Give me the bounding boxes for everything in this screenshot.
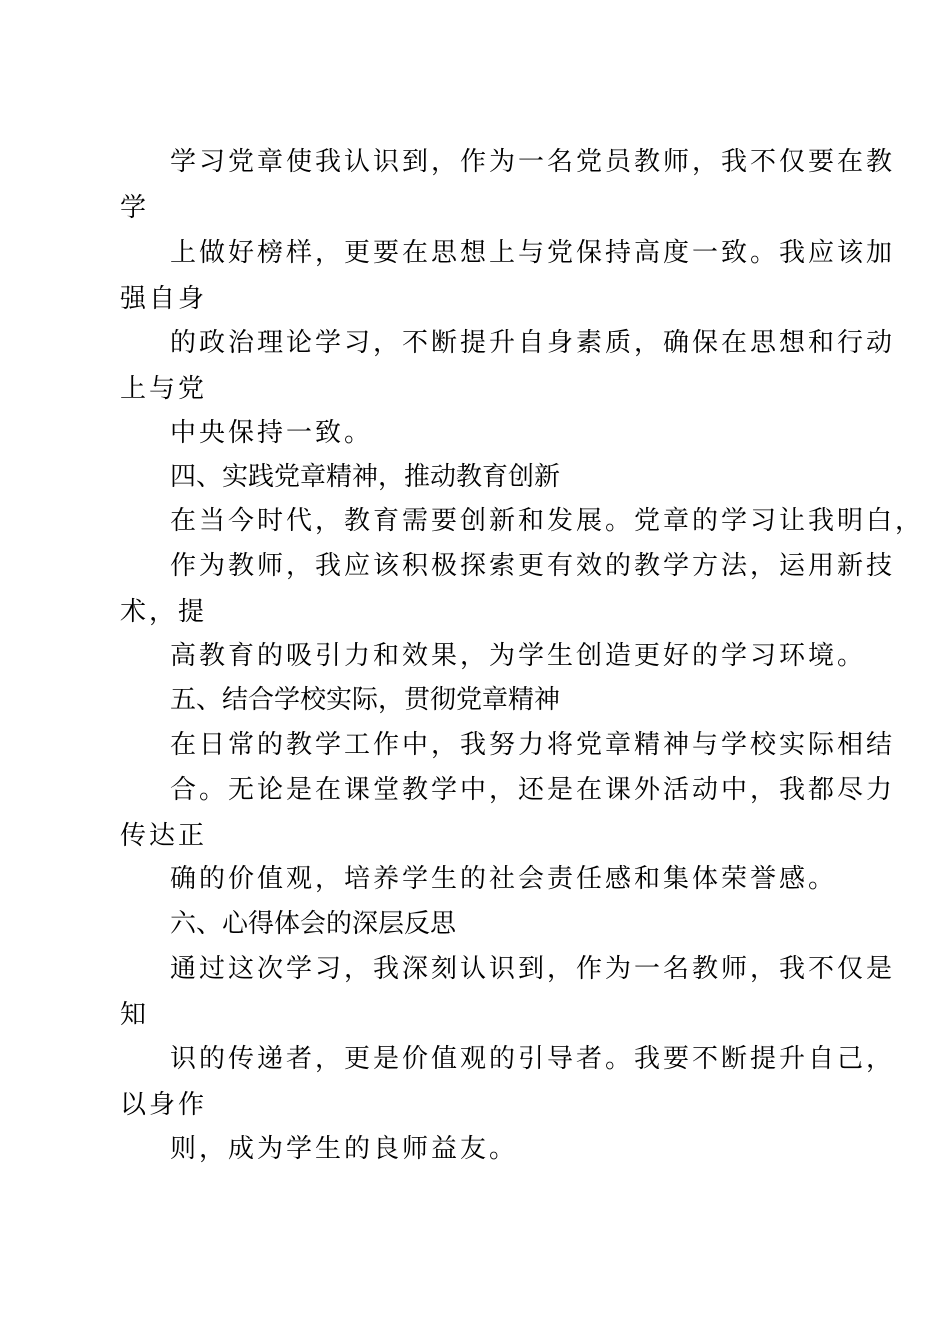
section-heading: 六、心得体会的深层反思 — [170, 909, 457, 939]
paragraph-line: 以身作 — [120, 1090, 208, 1120]
paragraph-line: 学习党章使我认识到，作为一名党员教师，我不仅要在教 — [170, 147, 896, 177]
paragraph-line: 上做好榜样，更要在思想上与党保持高度一致。我应该加 — [170, 238, 896, 268]
paragraph-line: 识的传递者，更是价值观的引导者。我要不断提升自己， — [170, 1044, 896, 1074]
paragraph-line: 学 — [120, 193, 150, 223]
paragraph-line: 在日常的教学工作中，我努力将党章精神与学校实际相结 — [170, 730, 896, 760]
paragraph-line: 上与党 — [120, 374, 208, 404]
paragraph-line: 知 — [120, 1000, 150, 1030]
paragraph-line: 则，成为学生的良师益友。 — [170, 1134, 519, 1164]
paragraph-line: 传达正 — [120, 821, 208, 851]
paragraph-line: 术，提 — [120, 597, 208, 627]
section-heading: 五、结合学校实际，贯彻党章精神 — [170, 685, 561, 715]
paragraph-line: 确的价值观，培养学生的社会责任感和集体荣誉感。 — [170, 864, 838, 894]
paragraph-line: 合。无论是在课堂教学中，还是在课外活动中，我都尽力 — [170, 775, 896, 805]
paragraph-line: 作为教师，我应该积极探索更有效的教学方法，运用新技 — [170, 551, 896, 581]
paragraph-line: 中央保持一致。 — [170, 418, 374, 448]
paragraph-line: 强自身 — [120, 284, 208, 314]
section-heading: 四、实践党章精神，推动教育创新 — [170, 462, 561, 492]
paragraph-line: 高教育的吸引力和效果，为学生创造更好的学习环境。 — [170, 641, 867, 671]
paragraph-line: 的政治理论学习，不断提升自身素质，确保在思想和行动 — [170, 328, 896, 358]
paragraph-line: 在当今时代，教育需要创新和发展。党章的学习让我明白， — [170, 506, 925, 536]
paragraph-line: 通过这次学习，我深刻认识到，作为一名教师，我不仅是 — [170, 954, 896, 984]
